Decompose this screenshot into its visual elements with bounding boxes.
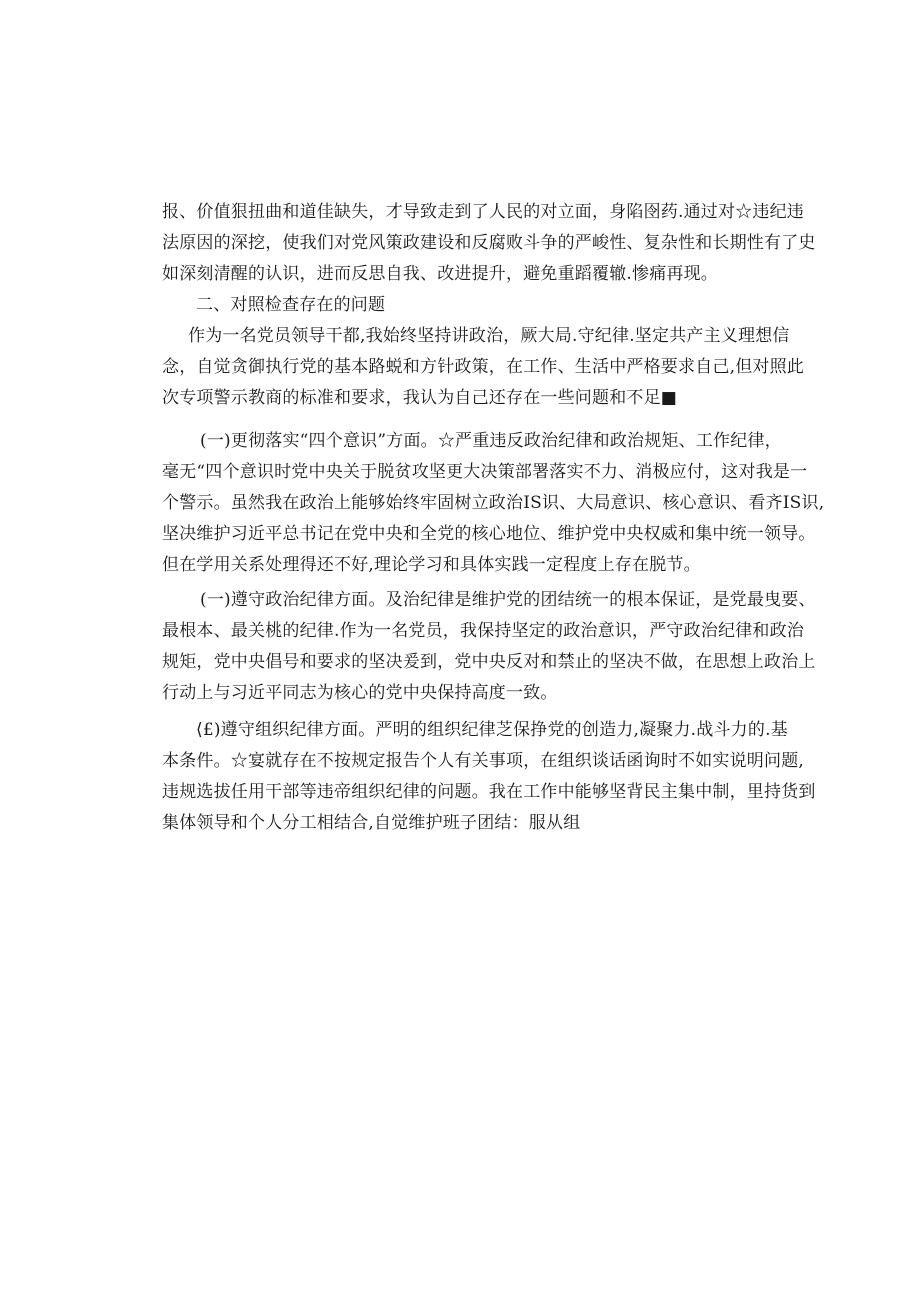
text-line: 本条件。☆宴就存在不按规定报告个人有关事项，在组织谈话函询时不如实说明问题,	[162, 751, 805, 771]
section-heading: 二、对照检查存在的问题	[196, 295, 386, 315]
text-line: (一)遵守政治纪律方面。及治纪律是维护党的团结统一的根本保证，是党最曳要、	[200, 590, 816, 610]
text-line: 行动上与习近平同志为核心的党中央保持高度一致。	[162, 683, 558, 703]
text-line: (一)更彻落实“四个意识”方面。☆严重违反政治纪律和政治规矩、工作纪律，	[200, 431, 782, 451]
text-line: 报、价值狠扭曲和道佳缺失，才导致走到了人民的对立面，身陷囹药.通过对☆违纪违	[162, 202, 805, 222]
text-line: 坚决维护习近平总书记在党中央和全党的核心地位、维护党中央权威和集中统一领导。	[162, 524, 816, 544]
text-line: ⟨£)遵守组织纪律方面。严明的组织纪律芝保挣党的创造力,凝聚力.战斗力的.基	[196, 720, 788, 740]
text-line: 毫无“四个意识时党中央关于脱贫攻坚更大决策部署落实不力、消极应付，这对我是一	[162, 462, 808, 482]
text-line: 个警示。虽然我在政治上能够始终牢固树立政治IS识、大局意识、核心意识、看齐IS识,	[162, 493, 825, 513]
text-line: 法原因的深挖，使我们对党风策政建设和反腐败斗争的严峻性、复杂性和长期性有了史	[162, 233, 816, 253]
text-line: 规矩，党中央倡号和要求的坚决爰到，党中央反对和禁止的坚决不做，在思想上政治上	[162, 652, 816, 672]
text-line: 但在学用关系处理得还不好,理论学习和具体实践一定程度上存在脱节。	[162, 555, 701, 575]
text-line: 集体领导和个人分工相结合,自觉维护班子团结：服从组	[162, 813, 581, 833]
text-line: 念，自觉贪御执行党的基本路蜕和方针政策，在工作、生活中严格要求自己,但对照此	[162, 357, 805, 377]
text-line: 次专项警示教商的标准和要求，我认为自己还存在一些问题和不足■	[162, 388, 678, 408]
text-line: 违规选拔任用干部等违帝组织纪律的问题。我在工作中能够坚背民主集中制，里持货到	[162, 782, 816, 802]
text-line: 作为一名党员领导干都,我始终坚持讲政治，厥大局.守纪律.坚定共产主义理想信	[188, 326, 790, 346]
text-line: 最根本、最关桃的纪律.作为一名党员，我保持坚定的政治意识，严守政治纪律和政治	[162, 621, 805, 641]
text-line: 如深刻清醒的认识，进而反思自我、改进提升，避免重蹈覆辙.惨痛再现。	[162, 264, 719, 284]
